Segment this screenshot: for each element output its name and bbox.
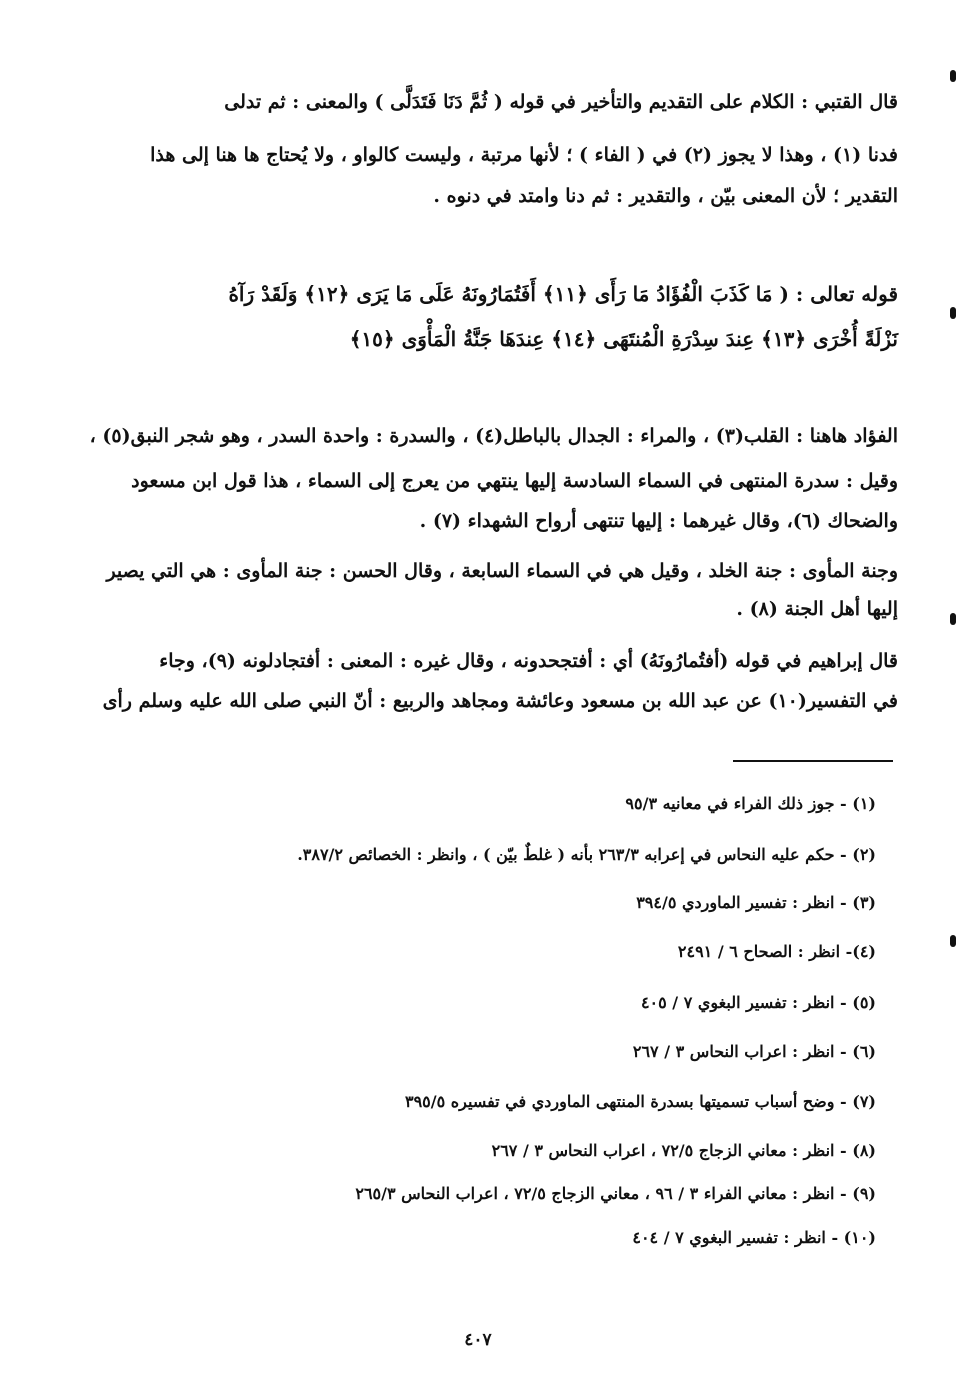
footnote: (٥) - انظر : تفسير البغوي ٧ / ٤٠٥: [640, 993, 876, 1012]
footnote: (٢) - حكم عليه النحاس في إعرابه ٢٦٣/٣ بأنه ( غلطٌ بيّن ) ، وانظر : الخصائص ٣٨٧/٢.: [297, 845, 876, 864]
text-line: قال القتبي : الكلام على التقديم والتأخير في قوله ( ثُمَّ دَنَا فَتَدَلَّى ) والمعنى : ثم تدلى: [224, 91, 898, 113]
margin-mark: [950, 935, 956, 947]
margin-mark: [950, 613, 956, 625]
quran-verse-line-1: [228, 282, 898, 306]
text-line: وجنة المأوى : جنة الخلد ، وقيل هي في السماء السابعة ، وقال الحسن : جنة المأوى : هي التي يصير: [106, 560, 898, 582]
text-line: التقدير ؛ لأن المعنى بيّن ، والتقدير : ثم دنا وامتد في دنوه .: [433, 185, 898, 207]
text-line: فدنا (١) ، وهذا لا يجوز (٢) في ( الفاء ) ؛ لأنها مرتبة ، وليست كالواو ، ولا يُحتاج ها هنا إلى هذا: [150, 144, 898, 166]
quran-intro: قوله تعالى : (: [779, 282, 898, 306]
footnote: (٣) - انظر : تفسير الماوردي ٣٩٤/٥: [636, 893, 876, 912]
footnote: (١) - جوز ذلك الفراء في معانيه ٩٥/٣: [625, 794, 876, 813]
text-line: في التفسير(١٠) عن عبد الله بن مسعود وعائشة ومجاهد والربيع : أنّ النبي صلى الله عليه وسلم رأى: [102, 690, 898, 712]
footnote-separator: [733, 760, 893, 762]
text-line: وقيل : سدرة المنتهى في السماء السادسة إليها ينتهي من يعرج إلى السماء ، هذا قول ابن مسعود: [131, 470, 898, 492]
quran-verse-line-2: نَزْلَةً أُخْرَى ﴿١٣﴾ عِندَ سِدْرَةِ الْمُنتَهَى ﴿١٤﴾ عِندَهَا جَنَّةُ الْمَأْوَى ﴿١٥﴾: [349, 327, 898, 351]
text-line: الفؤاد هاهنا : القلب(٣) ، والمراء : الجدال بالباطل(٤) ، والسدرة : واحدة السدر ، وهو شجر النبق(٥) ،: [89, 425, 898, 447]
footnote: (٩) - انظر : معاني الفراء ٣ / ٩٦ ، معاني الزجاج ٧٢/٥ ، اعراب النحاس ٢٦٥/٣: [355, 1184, 876, 1203]
footnote: (٨) - انظر : معاني الزجاج ٧٢/٥ ، اعراب النحاس ٣ / ٢٦٧: [491, 1141, 876, 1160]
margin-mark: [950, 307, 956, 319]
footnote: (٤)- انظر : الصحاح ٦ / ٢٤٩١: [677, 942, 876, 961]
footnote: (١٠) - انظر : تفسير البغوي ٧ / ٤٠٤: [632, 1228, 876, 1247]
footnote: (٦) - انظر : اعراب النحاس ٣ / ٢٦٧: [632, 1042, 876, 1061]
quran-verses-a: مَا كَذَبَ الْفُؤَادُ مَا رَأَى ﴿١١﴾ أَفَتُمَارُونَهُ عَلَى مَا يَرَى ﴿١٢﴾ وَلَقَدْ رَآهُ: [228, 282, 773, 306]
margin-mark: [950, 70, 956, 82]
page-number: ٤٠٧: [464, 1330, 492, 1350]
text-line: قال إبراهيم في قوله (أفتُمارُونَهُ) أي : أفتجحدونه ، وقال غيره : المعنى : أفتجادلونه (٩)، وجاء: [159, 650, 898, 672]
text-line: إليها أهل الجنة (٨) .: [736, 598, 898, 620]
text-line: والضحاك (٦)، وقال غيرهما : إليها تنتهى أرواح الشهداء (٧) .: [419, 510, 898, 532]
footnote: (٧) - وضح أسباب تسميتها بسدرة المنتهى الماوردي في تفسيره ٣٩٥/٥: [404, 1092, 876, 1111]
